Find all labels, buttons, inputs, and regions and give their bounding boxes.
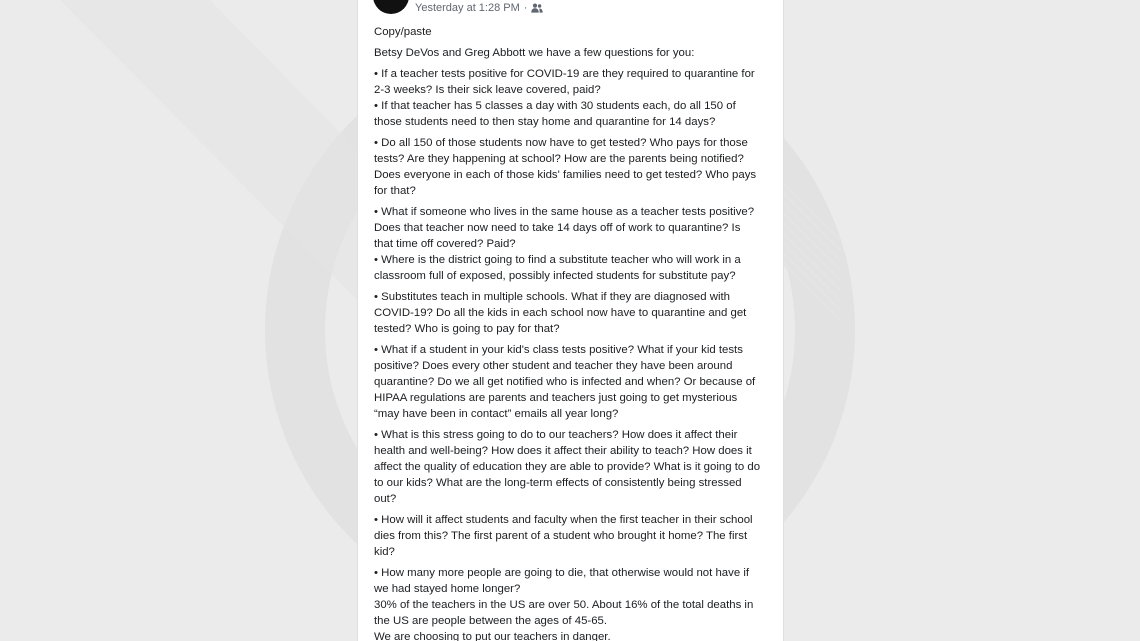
- facebook-post-card: [357, 0, 784, 641]
- post-paragraph: • What if a student in your kid's class tests positive? What if your kid tests positive? Does every other student and teacher they have been around quarantine? Do we all get notified who is infected and when? Or because of HIPAA regulations are parents and teachers just going to get mysterious “may have been in contact” emails all year long?: [374, 344, 756, 420]
- post-timestamp[interactable]: Yesterday at 1:28 PM: [415, 2, 520, 14]
- post-paragraph: Copy/paste: [374, 26, 432, 38]
- post-header: [358, 0, 783, 20]
- post-paragraph: • What is this stress going to do to our teachers? How does it affect their health and well-being? How does it affect their ability to teach? How does it affect the quality of education they are able to provide? What is it going to do to our kids? What are the long-term effects of consistently being stressed out?: [374, 429, 761, 505]
- friends-icon[interactable]: [531, 3, 543, 13]
- post-meta: [415, 2, 543, 14]
- post-paragraph: • Substitutes teach in multiple schools. What if they are diagnosed with COVID-19? Do all the kids in each school now have to quarantine and get tested? Who is going to pay for that?: [374, 291, 747, 335]
- post-body: [374, 24, 774, 641]
- post-paragraph: • If a teacher tests positive for COVID-19 are they required to quarantine for 2-3 weeks? Is their sick leave covered, paid? • If that teacher has 5 classes a day with 30 students each, do all 150 of those students need to then stay home and quarantine for 14 days?: [374, 68, 755, 128]
- post-paragraph: • What if someone who lives in the same house as a teacher tests positive? Does that teacher now need to take 14 days off of work to quarantine? Is that time off covered? Paid? • Where is the district going to find a substitute teacher who will work in a classroom full of exposed, possibly infected students for substitute pay?: [374, 206, 755, 282]
- post-paragraph: • Do all 150 of those students now have to get tested? Who pays for those tests? Are they happening at school? How are the parents being notified? Does everyone in each of those kids' families need to get tested? Who pays for that?: [374, 137, 757, 197]
- post-paragraph: Betsy DeVos and Greg Abbott we have a few questions for you:: [374, 47, 695, 59]
- meta-separator: ·: [523, 2, 528, 14]
- avatar[interactable]: [373, 0, 409, 14]
- post-paragraph: • How many more people are going to die, that otherwise would not have if we had stayed home longer? 30% of the teachers in the US are over 50. About 16% of the total deaths in the US are people between the ages of 45-65. We are choosing to put our teachers in danger.: [374, 567, 754, 641]
- post-paragraph: • How will it affect students and faculty when the first teacher in their school dies from this? The first parent of a student who brought it home? The first kid?: [374, 514, 753, 558]
